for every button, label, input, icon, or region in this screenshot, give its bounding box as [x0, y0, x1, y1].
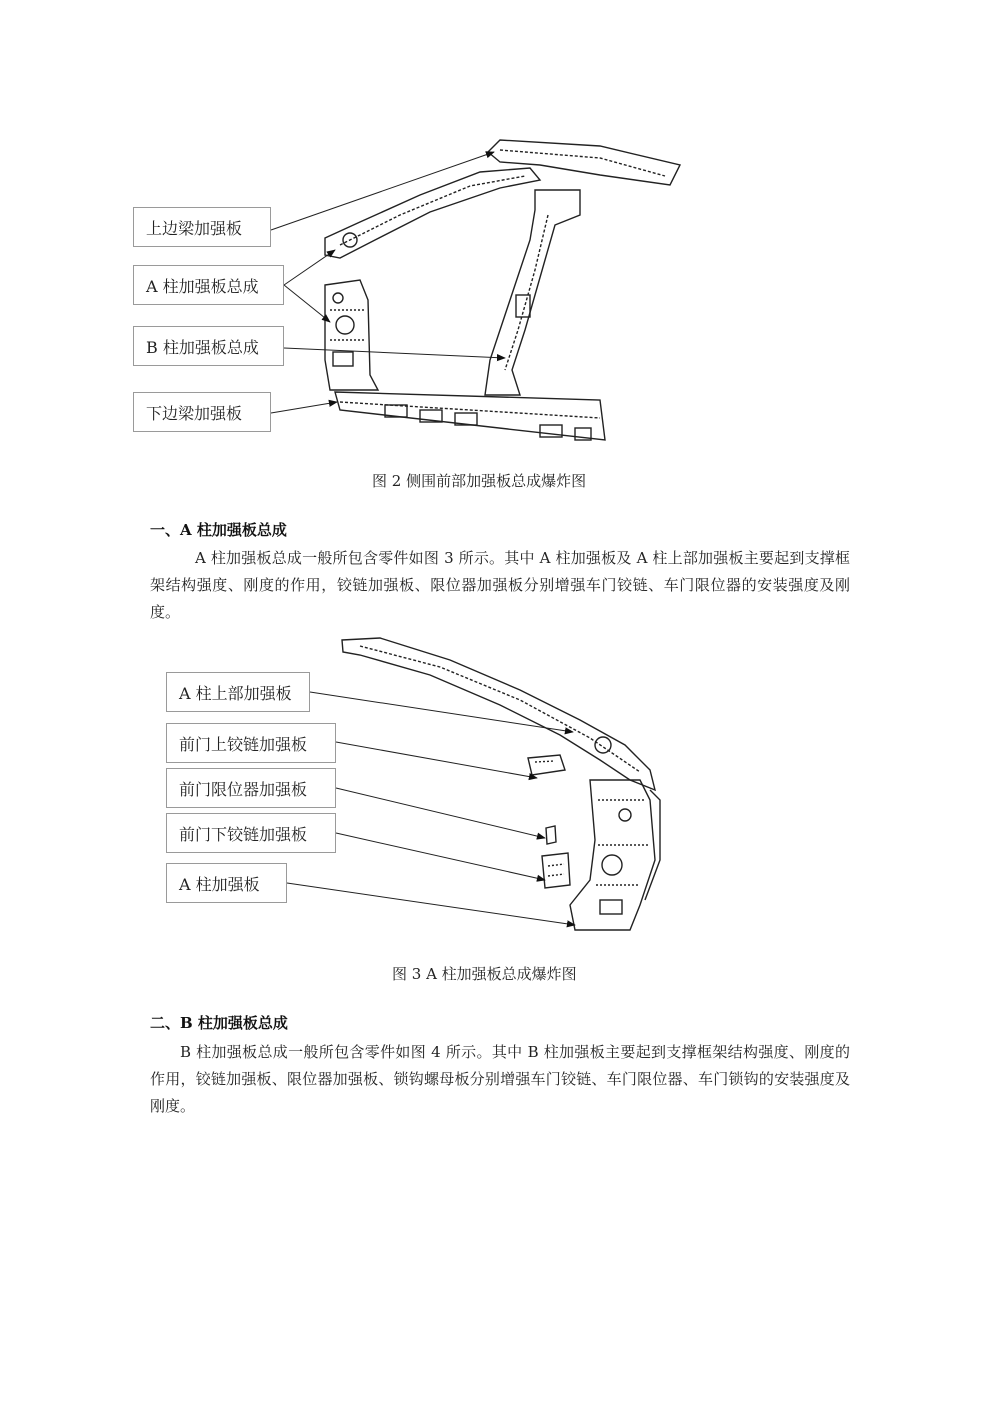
section-2-heading: 二、B 柱加强板总成 — [150, 1014, 288, 1032]
callout-roof-rail-reinforcement: 上边梁加强板 — [133, 207, 271, 247]
callout-front-door-limiter-reinforcement: 前门限位器加强板 — [166, 768, 336, 808]
section-1-paragraph: A 柱加强板总成一般所包含零件如图 3 所示。其中 A 柱加强板及 A 柱上部加强板主要起到支撑框架结构强度、刚度的作用，铰链加强板、限位器加强板分别增强车门铰链、车门限位器的安装强度及刚度。 — [150, 549, 850, 621]
callout-a-pillar-reinforcement: A 柱加强板 — [166, 863, 287, 903]
section-1-heading: 一、A 柱加强板总成 — [150, 521, 287, 539]
callout-rocker-reinforcement: 下边梁加强板 — [133, 392, 271, 432]
callout-b-pillar-reinforcement-assembly: B 柱加强板总成 — [133, 326, 284, 366]
callout-a-pillar-upper-reinforcement: A 柱上部加强板 — [166, 672, 310, 712]
callout-front-door-lower-hinge-reinforcement: 前门下铰链加强板 — [166, 813, 336, 853]
callout-a-pillar-reinforcement-assembly: A 柱加强板总成 — [133, 265, 284, 305]
section-2-paragraph: B 柱加强板总成一般所包含零件如图 4 所示。其中 B 柱加强板主要起到支撑框架结构强度、刚度的作用，铰链加强板、限位器加强板、锁钩螺母板分别增强车门铰链、车门限位器、车门锁钩的安装强度及刚度。 — [150, 1043, 850, 1115]
callout-front-door-upper-hinge-reinforcement: 前门上铰链加强板 — [166, 723, 336, 763]
figure-2-caption: 图 2 侧围前部加强板总成爆炸图 — [372, 472, 587, 490]
figure-3-caption: 图 3 A 柱加强板总成爆炸图 — [392, 965, 577, 983]
